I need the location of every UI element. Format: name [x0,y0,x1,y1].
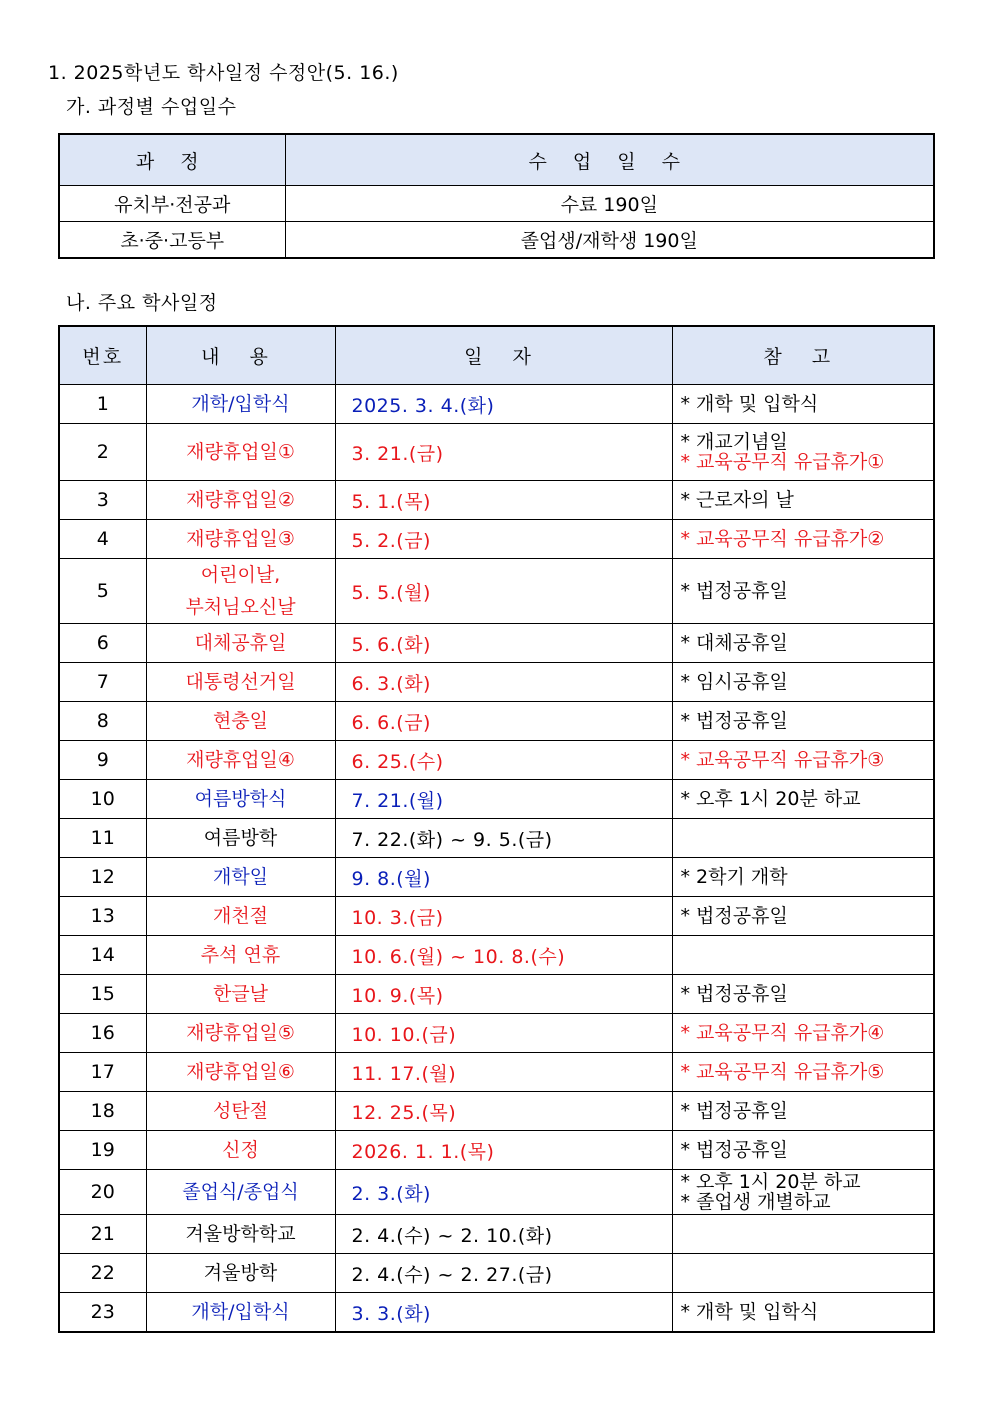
note-cell [672,819,934,858]
event-name-line2: 부처님오신날 [185,596,296,618]
event-name: 재량휴업일⑤ [186,1022,295,1044]
event-name-cell [146,702,335,741]
note-line: * 법정공휴일 [680,580,788,602]
row-number: 4 [59,520,146,559]
event-name-cell [146,1092,335,1131]
schedule-table [58,325,935,1333]
note-line: * 2학기 개학 [680,866,788,888]
event-name: 대통령선거일 [185,671,296,693]
header-course: 과 정 [59,134,285,186]
schedule-body [59,385,934,1333]
note-line: * 교육공무직 유급휴가③ [680,749,885,771]
event-date: 7. 21.(월) [335,780,672,819]
event-name: 여름방학 [203,827,278,849]
header-date: 일 자 [335,326,672,385]
event-name-cell [146,1293,335,1333]
table-row [59,1053,934,1092]
table-row [59,222,934,259]
row-number: 8 [59,702,146,741]
row-number: 12 [59,858,146,897]
note-line: * 법정공휴일 [680,905,788,927]
table-row [59,936,934,975]
row-number: 1 [59,385,146,424]
days-cell: 수료 190일 [285,186,934,222]
table-row [59,897,934,936]
table-row [59,559,934,624]
event-date: 6. 3.(화) [335,663,672,702]
table-row [59,481,934,520]
note-cell [672,780,934,819]
table-header-row [59,326,934,385]
event-name-cell [146,1170,335,1215]
note-line: * 교육공무직 유급휴가⑤ [680,1061,885,1083]
row-number: 16 [59,1014,146,1053]
note-line: * 교육공무직 유급휴가④ [680,1022,885,1044]
note-line: * 임시공휴일 [680,671,788,693]
subsection-title-schedule: 나. 주요 학사일정 [66,292,218,314]
event-name: 개학/입학식 [191,393,290,415]
note-cell [672,1053,934,1092]
event-date: 11. 17.(월) [335,1053,672,1092]
table-row [59,1254,934,1293]
event-name-cell [146,1254,335,1293]
event-date: 2025. 3. 4.(화) [335,385,672,424]
note-cell [672,385,934,424]
table-row [59,819,934,858]
event-name-cell [146,481,335,520]
note-cell [672,936,934,975]
event-date: 2. 4.(수) ~ 2. 27.(금) [335,1254,672,1293]
course-cell: 초·중·고등부 [59,222,285,259]
note-line: * 오후 1시 20분 하교 [680,1171,861,1193]
table-row [59,1215,934,1254]
row-number: 14 [59,936,146,975]
event-date: 6. 25.(수) [335,741,672,780]
table-row [59,975,934,1014]
note-cell [672,858,934,897]
event-date: 10. 6.(월) ~ 10. 8.(수) [335,936,672,975]
table-row [59,663,934,702]
event-date: 10. 10.(금) [335,1014,672,1053]
event-name-cell [146,520,335,559]
event-name-cell [146,663,335,702]
table-header-row [59,134,934,186]
table-row [59,1293,934,1333]
row-number: 6 [59,624,146,663]
note-line: * 법정공휴일 [680,710,788,732]
note-line: * 개학 및 입학식 [680,1301,819,1323]
note-line: * 근로자의 날 [680,489,794,511]
course-cell: 유치부·전공과 [59,186,285,222]
note-cell [672,1215,934,1254]
event-name-cell [146,1014,335,1053]
event-name: 개학/입학식 [191,1301,290,1323]
table-row [59,858,934,897]
note-line: * 개교기념일 [680,431,788,453]
event-name: 여름방학식 [194,788,287,810]
event-date: 12. 25.(목) [335,1092,672,1131]
note-cell [672,1293,934,1333]
event-date: 5. 5.(월) [335,559,672,624]
note-line: * 법정공휴일 [680,983,788,1005]
note-line: * 대체공휴일 [680,632,788,654]
note-cell [672,1254,934,1293]
event-name: 신정 [222,1139,259,1161]
event-name: 개학일 [212,866,269,888]
row-number: 9 [59,741,146,780]
event-name-cell [146,1215,335,1254]
event-name-cell [146,780,335,819]
event-name: 대체공휴일 [194,632,287,654]
row-number: 18 [59,1092,146,1131]
row-number: 5 [59,559,146,624]
event-date: 2. 4.(수) ~ 2. 10.(화) [335,1215,672,1254]
note-cell [672,520,934,559]
event-name-cell [146,559,335,624]
note-cell [672,702,934,741]
days-cell: 졸업생/재학생 190일 [285,222,934,259]
event-name: 재량휴업일⑥ [186,1061,295,1083]
note-cell [672,1170,934,1215]
event-date: 9. 8.(월) [335,858,672,897]
row-number: 3 [59,481,146,520]
note-line: * 개학 및 입학식 [680,393,819,415]
event-date: 10. 3.(금) [335,897,672,936]
note-cell [672,897,934,936]
event-name-cell [146,975,335,1014]
note-cell [672,559,934,624]
note-cell [672,975,934,1014]
note-line: * 법정공휴일 [680,1139,788,1161]
event-name-cell [146,858,335,897]
event-name: 재량휴업일① [186,441,295,463]
note-cell [672,663,934,702]
subsection-title-days: 가. 과정별 수업일수 [66,96,237,118]
event-date: 10. 9.(목) [335,975,672,1014]
row-number: 15 [59,975,146,1014]
table-row [59,520,934,559]
table-row [59,1170,934,1215]
event-name: 개천절 [212,905,269,927]
row-number: 21 [59,1215,146,1254]
event-date: 3. 3.(화) [335,1293,672,1333]
row-number: 13 [59,897,146,936]
header-content: 내 용 [146,326,335,385]
event-name-cell [146,819,335,858]
event-name: 성탄절 [212,1100,269,1122]
event-name-cell [146,624,335,663]
table-row [59,385,934,424]
table-row [59,702,934,741]
table-row [59,1092,934,1131]
note-cell [672,481,934,520]
note-line: * 교육공무직 유급휴가② [680,528,885,550]
event-date: 5. 6.(화) [335,624,672,663]
table-row [59,1131,934,1170]
table-row [59,624,934,663]
event-name: 졸업식/종업식 [182,1181,299,1203]
table-row [59,741,934,780]
event-name: 겨울방학 [203,1262,278,1284]
event-name: 현충일 [212,710,269,732]
event-name-cell [146,1053,335,1092]
row-number: 7 [59,663,146,702]
event-name-cell [146,385,335,424]
row-number: 17 [59,1053,146,1092]
event-name: 재량휴업일② [186,489,295,511]
event-name: 재량휴업일④ [186,749,295,771]
event-date: 5. 1.(목) [335,481,672,520]
row-number: 10 [59,780,146,819]
event-date: 3. 21.(금) [335,424,672,481]
row-number: 19 [59,1131,146,1170]
note-line: * 졸업생 개별하교 [680,1191,831,1213]
event-date: 7. 22.(화) ~ 9. 5.(금) [335,819,672,858]
event-date: 6. 6.(금) [335,702,672,741]
event-date: 2. 3.(화) [335,1170,672,1215]
table-row [59,424,934,481]
event-date: 5. 2.(금) [335,520,672,559]
note-cell [672,1092,934,1131]
note-line: * 법정공휴일 [680,1100,788,1122]
row-number: 23 [59,1293,146,1333]
class-days-table [58,133,935,259]
row-number: 20 [59,1170,146,1215]
event-name: 어린이날, [200,564,281,586]
section-title: 1. 2025학년도 학사일정 수정안(5. 16.) [48,62,399,84]
header-number: 번호 [59,326,146,385]
event-name: 추석 연휴 [200,944,281,966]
table-row [59,780,934,819]
event-name-cell [146,897,335,936]
header-note: 참 고 [672,326,934,385]
row-number: 2 [59,424,146,481]
event-date: 2026. 1. 1.(목) [335,1131,672,1170]
table-row [59,186,934,222]
event-name-cell [146,936,335,975]
note-line: * 교육공무직 유급휴가① [680,451,885,473]
table-row [59,1014,934,1053]
row-number: 11 [59,819,146,858]
event-name-cell [146,424,335,481]
note-line: * 오후 1시 20분 하교 [680,788,861,810]
event-name: 재량휴업일③ [186,528,295,550]
note-cell [672,424,934,481]
note-cell [672,624,934,663]
event-name: 겨울방학학교 [185,1223,296,1245]
header-days: 수 업 일 수 [285,134,934,186]
event-name-cell [146,741,335,780]
row-number: 22 [59,1254,146,1293]
event-name: 한글날 [212,983,269,1005]
event-name-cell [146,1131,335,1170]
note-cell [672,1131,934,1170]
note-cell [672,741,934,780]
note-cell [672,1014,934,1053]
